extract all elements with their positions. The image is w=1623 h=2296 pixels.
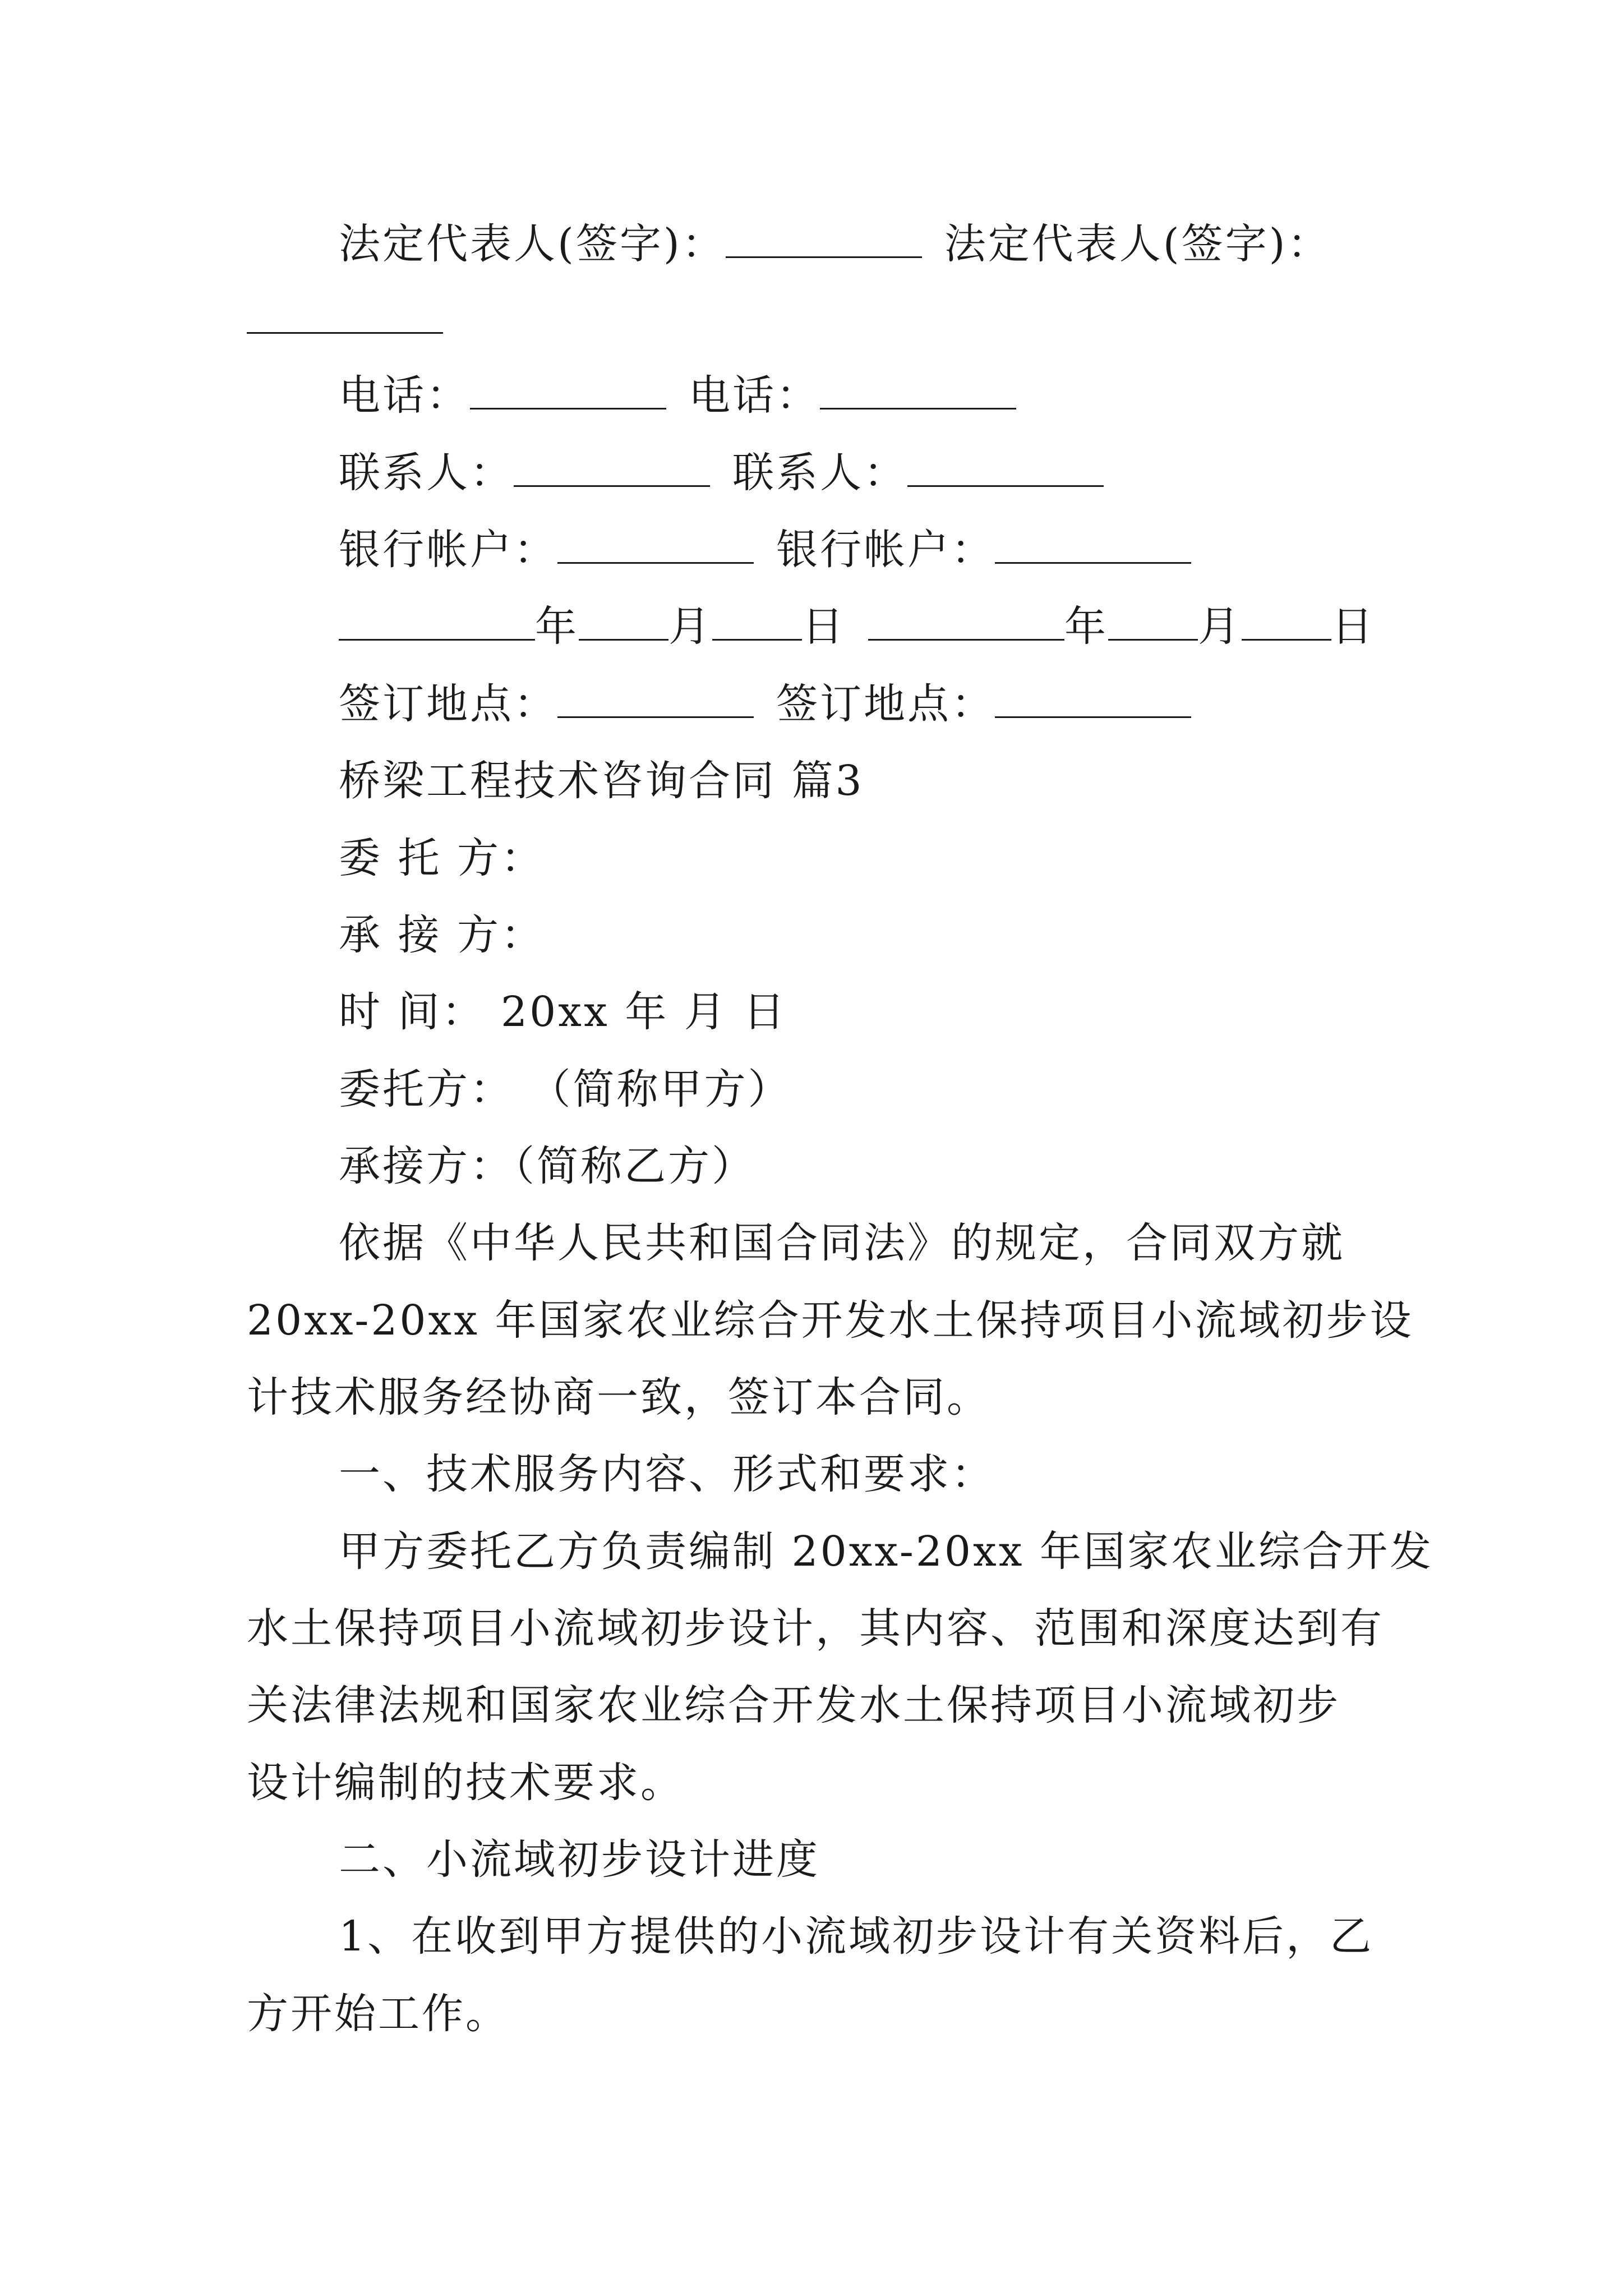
- legal-rep-label-a: 法定代表人(签字)：: [339, 220, 726, 268]
- day-blank-b: [1242, 600, 1331, 641]
- place-blank-a: [557, 677, 754, 718]
- para1-line-2: 水土保持项目小流域初步设计，其内容、范围和深度达到有: [247, 1604, 1384, 1653]
- contact-blank-a: [514, 446, 710, 487]
- heading-2: 二、小流域初步设计进度: [339, 1835, 820, 1884]
- phone-row: [339, 367, 1016, 424]
- section-title: 桥梁工程技术咨询合同 篇3: [339, 757, 864, 805]
- year-blank-a: [339, 600, 535, 641]
- phone-blank-b: [820, 369, 1016, 409]
- contact-label-b: 联系人：: [732, 449, 907, 497]
- contact-row: [339, 445, 1104, 501]
- phone-label-b: 电话：: [689, 371, 820, 420]
- para1-line-4: 设计编制的技术要求。: [247, 1759, 684, 1807]
- place-blank-b: [995, 677, 1191, 718]
- contact-blank-b: [907, 446, 1104, 487]
- time-line: 时 间： 20xx 年 月 日: [339, 988, 787, 1036]
- year-label-a: 年: [535, 602, 579, 651]
- place-row: [339, 676, 1191, 732]
- contractor-label: 承 接 方：: [339, 911, 545, 959]
- contractor-short: 承接方：（简称乙方）: [339, 1142, 755, 1190]
- para2-line-2: 方开始工作。: [247, 1990, 509, 2038]
- day-label-b: 日: [1331, 602, 1375, 651]
- intro-line-2: 20xx-20xx 年国家农业综合开发水土保持项目小流域初步设: [247, 1296, 1414, 1345]
- intro-line-3: 计技术服务经协商一致，签订本合同。: [247, 1373, 990, 1421]
- month-blank-b: [1108, 600, 1198, 641]
- para1-line-1: 甲方委托乙方负责编制 20xx-20xx 年国家农业综合开发: [339, 1527, 1434, 1576]
- place-label-b: 签订地点：: [776, 680, 995, 728]
- phone-blank-a: [470, 369, 666, 409]
- legal-rep-blank-a: [726, 217, 922, 258]
- bank-label-b: 银行帐户：: [776, 526, 995, 574]
- contact-label-a: 联系人：: [339, 449, 514, 497]
- para2-line-1: 1、在收到甲方提供的小流域初步设计有关资料后，乙: [339, 1912, 1374, 1961]
- month-label-b: 月: [1198, 602, 1242, 651]
- date-row: [339, 599, 1375, 655]
- bank-blank-a: [557, 523, 754, 564]
- client-label: 委 托 方：: [339, 834, 545, 882]
- place-label-a: 签订地点：: [339, 680, 557, 728]
- client-short: 委托方： （简称甲方）: [339, 1065, 792, 1114]
- legal-rep-blank-b: [247, 293, 443, 334]
- bank-blank-b: [995, 523, 1191, 564]
- year-blank-b: [868, 600, 1064, 641]
- bank-label-a: 银行帐户：: [339, 526, 557, 574]
- legal-rep-blank-row: [247, 292, 443, 348]
- para1-line-3: 关法律法规和国家农业综合开发水土保持项目小流域初步: [247, 1681, 1340, 1729]
- heading-1: 一、技术服务内容、形式和要求：: [339, 1450, 995, 1498]
- day-label-a: 日: [802, 602, 846, 651]
- month-label-a: 月: [668, 602, 712, 651]
- bank-row: [339, 522, 1191, 578]
- legal-rep-label-b: 法定代表人(签字)：: [944, 220, 1331, 268]
- intro-line-1: 依据《中华人民共和国合同法》的规定，合同双方就: [339, 1219, 1345, 1267]
- phone-label-a: 电话：: [339, 371, 470, 420]
- legal-rep-row: [339, 216, 1331, 272]
- month-blank-a: [579, 600, 668, 641]
- day-blank-a: [712, 600, 802, 641]
- year-label-b: 年: [1064, 602, 1108, 651]
